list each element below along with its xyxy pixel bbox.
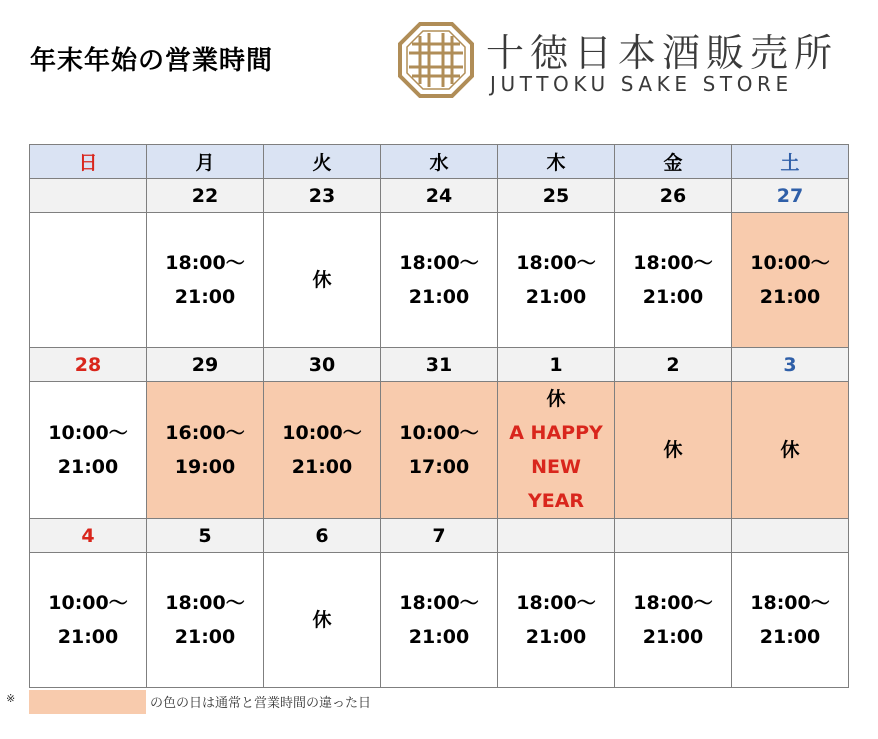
date-cell (498, 519, 615, 553)
note-mark: ※ (6, 692, 16, 705)
hours-cell (615, 213, 732, 348)
hours-line: 18:00～ (165, 592, 245, 614)
greeting-line: A HAPPY (509, 422, 603, 444)
weekday-sun: 日 (30, 145, 147, 179)
date-cell: 31 (381, 348, 498, 382)
date-row (30, 519, 849, 553)
date-cell (615, 519, 732, 553)
date-cell: 25 (498, 179, 615, 213)
date-cell: 2 (615, 348, 732, 382)
hours-cell (498, 213, 615, 348)
hours-row (30, 213, 849, 348)
brand-name-jp: 十徳日本酒販売所 (486, 31, 839, 75)
greeting-line: NEW (531, 456, 581, 478)
hours-line: 休 (546, 388, 566, 410)
weekday-sat: 土 (732, 145, 849, 179)
brand-name-en: JUTTOKU SAKE STORE (490, 72, 793, 96)
hours-line: 18:00～ (399, 592, 479, 614)
hours-line: 18:00～ (516, 592, 596, 614)
hours-line: 休 (312, 269, 332, 291)
hours-cell (732, 553, 849, 688)
hours-line: 18:00～ (516, 252, 596, 274)
hours-line: 21:00 (57, 626, 119, 648)
hours-line: 17:00 (408, 456, 470, 478)
weekday-header-row (30, 145, 849, 179)
weekday-fri: 金 (615, 145, 732, 179)
date-cell: 7 (381, 519, 498, 553)
hours-line: 21:00 (408, 286, 470, 308)
weekday-wed: 水 (381, 145, 498, 179)
hours-line: 16:00～ (165, 422, 245, 444)
date-cell: 28 (30, 348, 147, 382)
date-cell: 3 (732, 348, 849, 382)
closed-cell (615, 382, 732, 519)
hours-row (30, 382, 849, 519)
hours-cell (147, 382, 264, 519)
hours-line: 21:00 (57, 456, 119, 478)
hours-line: 10:00～ (399, 422, 479, 444)
legend-color-swatch (29, 690, 146, 714)
hours-line: 21:00 (174, 286, 236, 308)
hours-cell (30, 382, 147, 519)
date-cell: 24 (381, 179, 498, 213)
hours-calendar (29, 144, 849, 688)
hours-cell (147, 213, 264, 348)
hours-cell (381, 382, 498, 519)
hours-row (30, 553, 849, 688)
date-cell: 23 (264, 179, 381, 213)
hours-line: 21:00 (642, 626, 704, 648)
weekday-thu: 木 (498, 145, 615, 179)
hours-cell (264, 382, 381, 519)
date-row (30, 179, 849, 213)
hours-line: 21:00 (291, 456, 353, 478)
date-cell: 27 (732, 179, 849, 213)
hours-line: 18:00～ (750, 592, 830, 614)
hours-line: 21:00 (525, 286, 587, 308)
weekday-mon: 月 (147, 145, 264, 179)
closed-cell (498, 382, 615, 519)
hours-cell (615, 553, 732, 688)
closed-cell (264, 213, 381, 348)
hours-line: 10:00～ (282, 422, 362, 444)
date-cell: 29 (147, 348, 264, 382)
greeting-line: YEAR (527, 490, 585, 512)
hours-line: 休 (663, 439, 683, 461)
page-title: 年末年始の営業時間 (30, 46, 274, 76)
date-cell (30, 179, 147, 213)
hours-line: 休 (312, 609, 332, 631)
hours-line: 21:00 (759, 286, 821, 308)
hours-line: 21:00 (408, 626, 470, 648)
legend-note: の色の日は通常と営業時間の違った日 (150, 696, 372, 711)
hours-cell (381, 213, 498, 348)
date-cell: 5 (147, 519, 264, 553)
hours-line: 21:00 (174, 626, 236, 648)
hours-line: 休 (780, 439, 800, 461)
hours-cell (381, 553, 498, 688)
hours-cell (30, 553, 147, 688)
date-cell: 22 (147, 179, 264, 213)
hours-cell (30, 213, 147, 348)
hours-cell (732, 213, 849, 348)
date-cell: 1 (498, 348, 615, 382)
hours-line: 10:00～ (48, 422, 128, 444)
closed-cell (732, 382, 849, 519)
hours-line: 21:00 (525, 626, 587, 648)
hours-line: 18:00～ (633, 592, 713, 614)
date-cell: 4 (30, 519, 147, 553)
date-cell: 26 (615, 179, 732, 213)
hours-line: 18:00～ (165, 252, 245, 274)
hours-line: 21:00 (642, 286, 704, 308)
brand-logo-icon (396, 20, 476, 100)
hours-line: 21:00 (759, 626, 821, 648)
hours-line: 18:00～ (399, 252, 479, 274)
date-cell: 30 (264, 348, 381, 382)
date-row (30, 348, 849, 382)
hours-line: 18:00～ (633, 252, 713, 274)
hours-cell (498, 553, 615, 688)
hours-line: 10:00～ (750, 252, 830, 274)
closed-cell (264, 553, 381, 688)
date-cell (732, 519, 849, 553)
date-cell: 6 (264, 519, 381, 553)
hours-line: 10:00～ (48, 592, 128, 614)
weekday-tue: 火 (264, 145, 381, 179)
hours-line: 19:00 (174, 456, 236, 478)
hours-cell (147, 553, 264, 688)
